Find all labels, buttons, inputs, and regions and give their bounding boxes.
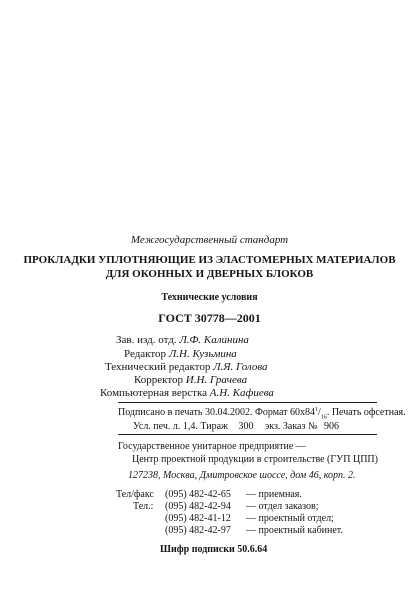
- credit-row: [124, 348, 237, 360]
- publisher-line1: Государственное унитарное предприятие —: [118, 441, 306, 452]
- document-title-line2: ДЛЯ ОКОННЫХ И ДВЕРНЫХ БЛОКОВ: [105, 268, 314, 280]
- credit-role: Корректор: [134, 374, 184, 386]
- print-sheets-text: Усл. печ. л. 1,4. Тираж: [133, 421, 228, 432]
- contact-phone: (095) 482-42-97: [165, 525, 231, 536]
- publisher-address: 127238, Москва, Дмитровское шоссе, дом 46, корп. 2.: [128, 470, 356, 481]
- credit-name: А.Н. Кафиева: [209, 387, 274, 399]
- spec-subtitle: Технические условия: [161, 292, 258, 303]
- contact-dept: — приемная.: [246, 489, 302, 500]
- publisher-line2: Центр проектной продукции в строительстве (ГУП ЦПП): [132, 454, 378, 465]
- document-title-line1: ПРОКЛАДКИ УПЛОТНЯЮЩИЕ ИЗ ЭЛАСТОМЕРНЫХ МАТЕРИАЛОВ: [23, 254, 396, 266]
- order-label: экз. Заказ №: [264, 421, 318, 432]
- contact-dept: — отдел заказов;: [246, 501, 319, 512]
- print-run-value: 300: [238, 421, 254, 432]
- format-fraction-numerator: 1: [315, 407, 319, 413]
- credit-role: Зав. изд. отд.: [116, 334, 177, 346]
- credit-row: [116, 334, 249, 346]
- contact-phone: (095) 482-41-12: [165, 513, 231, 524]
- credit-row: [105, 361, 268, 373]
- credit-name: Л.Ф. Калинина: [179, 334, 249, 346]
- credit-name: Л.Н. Кузьмина: [168, 348, 237, 360]
- bottom-divider: [118, 434, 377, 435]
- contact-label: Тел.:: [133, 501, 154, 512]
- print-run-line: [133, 421, 339, 432]
- credit-name: Л.Я. Голова: [213, 361, 268, 373]
- credit-role: Редактор: [124, 348, 167, 360]
- contact-phone: (095) 482-42-65: [165, 489, 231, 500]
- standard-type: Межгосударственный стандарт: [130, 234, 289, 246]
- contact-dept: — проектный отдел;: [246, 513, 334, 524]
- print-signed-text: Подписано в печать 30.04.2002. Формат 60x84: [118, 407, 316, 419]
- credit-role: Технический редактор: [105, 361, 211, 373]
- format-fraction-slash: /: [318, 407, 321, 419]
- credit-row: [134, 374, 247, 386]
- order-number: 906: [324, 421, 339, 432]
- top-divider: [118, 402, 377, 403]
- credit-row: [100, 387, 274, 399]
- gost-number: ГОСТ 30778—2001: [158, 311, 261, 325]
- format-fraction-denominator: 16: [320, 414, 327, 421]
- contact-dept: — проектный кабинет.: [246, 525, 343, 536]
- credit-role: Компьютерная верстка: [100, 387, 208, 399]
- contact-label: Тел/факс: [116, 489, 154, 500]
- print-method-text: . Печать офсетная.: [326, 407, 406, 419]
- subscription-cipher: Шифр подписки 50.6.64: [160, 544, 268, 555]
- print-signed-line: [118, 407, 406, 420]
- credit-name: И.Н. Грачева: [185, 374, 248, 386]
- contact-phone: (095) 482-42-94: [165, 501, 231, 512]
